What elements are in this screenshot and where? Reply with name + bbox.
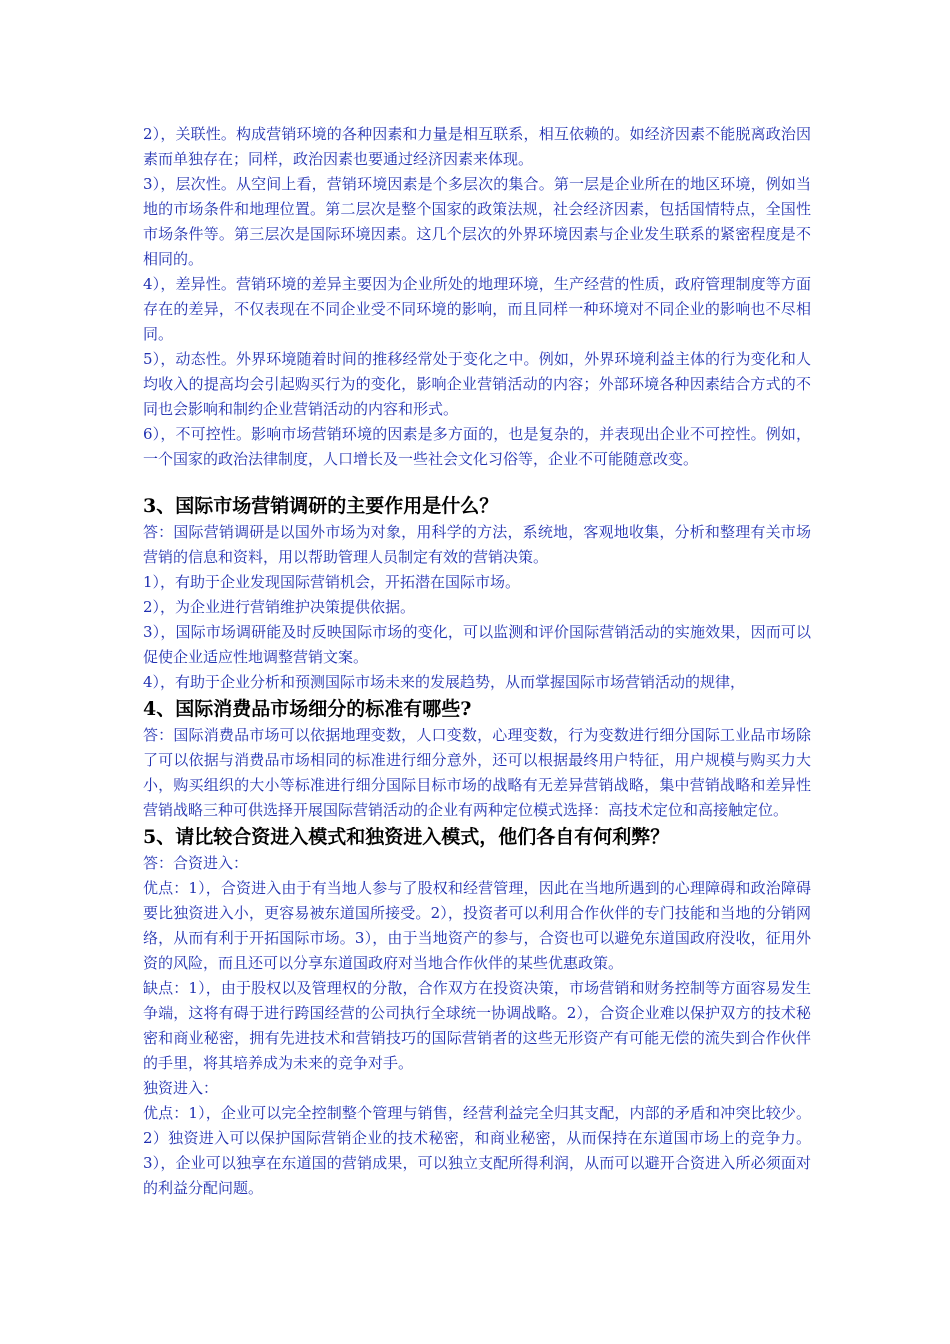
joint-venture-pros: 优点：1），合资进入由于有当地人参与了股权和经营管理，因此在当地所遇到的心理障碍和政治障碍要比独资进入小，更容易被东道国所接受。2），投资者可以利用合作伙伴的专门技能和当地的分销网络，从而有利于开拓国际市场。3），由于当地资产的参与，合资也可以避免东道国政府没收，征用外资的风险，而且还可以分享东道国政府对当地合作伙伴的某些优惠政策。 (143, 879, 811, 972)
section-gap (143, 472, 811, 492)
paragraph-relevance: 2），关联性。构成营销环境的各种因素和力量是相互联系，相互依赖的。如经济因素不能脱离政治因素而单独存在；同样，政治因素也要通过经济因素来体现。 (143, 125, 811, 168)
heading-question-5: 5、请比较合资进入模式和独资进入模式，他们各自有何利弊？ (143, 826, 670, 848)
point-3-4: 4），有助于企业分析和预测国际市场未来的发展趋势，从而掌握国际市场营销活动的规律， (143, 673, 746, 691)
paragraph-dynamic: 5），动态性。外界环境随着时间的推移经常处于变化之中。例如，外界环境利益主体的行为变化和人均收入的提高均会引起购买行为的变化，影响企业营销活动的内容；外部环境各种因素结合方式的不同也会影响和制约企业营销活动的内容和形式。 (143, 350, 811, 418)
answer-question-5: 答：合资进入： (143, 854, 249, 872)
wholly-owned-title: 独资进入： (143, 1079, 219, 1097)
point-3-2: 2），为企业进行营销维护决策提供依据。 (143, 598, 416, 616)
answer-question-4: 答：国际消费品市场可以依据地理变数，人口变数，心理变数，行为变数进行细分国际工业品市场除了可以依据与消费品市场相同的标准进行细分意外，还可以根据最终用户特征，用户规模与购买力大小，购买组织的大小等标准进行细分国际目标市场的战略有无差异营销战略，集中营销战略和差异性营销战略三种可供选择开展国际营销活动的企业有两种定位模式选择：高技术定位和高接触定位。 (143, 726, 811, 819)
document-page (143, 122, 811, 1201)
paragraph-difference: 4），差异性。营销环境的差异主要因为企业所处的地理环境，生产经营的性质，政府管理制度等方面存在的差异，不仅表现在不同企业受不同环境的影响，而且同样一种环境对不同企业的影响也不尽相同。 (143, 275, 811, 343)
paragraph-uncontrollable: 6），不可控性。影响市场营销环境的因素是多方面的，也是复杂的，并表现出企业不可控性。例如，一个国家的政治法律制度，人口增长及一些社会文化习俗等，企业不可能随意改变。 (143, 425, 811, 468)
joint-venture-cons: 缺点：1），由于股权以及管理权的分散，合作双方在投资决策，市场营销和财务控制等方面容易发生争端，这将有碍于进行跨国经营的公司执行全球统一协调战略。2），合资企业难以保护双方的技术秘密和商业秘密，拥有先进技术和营销技巧的国际营销者的这些无形资产有可能无偿的流失到合作伙伴的手里，将其培养成为未来的竞争对手。 (143, 979, 811, 1072)
heading-question-4: 4、国际消费品市场细分的标准有哪些? (143, 698, 472, 720)
heading-question-3: 3、国际市场营销调研的主要作用是什么？ (143, 495, 499, 517)
point-3-3: 3），国际市场调研能及时反映国际市场的变化，可以监测和评价国际营销活动的实施效果，因而可以促使企业适应性地调整营销文案。 (143, 623, 811, 666)
answer-question-3: 答：国际营销调研是以国外市场为对象，用科学的方法，系统地，客观地收集，分析和整理有关市场营销的信息和资料，用以帮助管理人员制定有效的营销决策。 (143, 523, 811, 566)
paragraph-hierarchy: 3），层次性。从空间上看，营销环境因素是个多层次的集合。第一层是企业所在的地区环境，例如当地的市场条件和地理位置。第二层次是整个国家的政策法规，社会经济因素，包括国情特点，全国性市场条件等。第三层次是国际环境因素。这几个层次的外界环境因素与企业发生联系的紧密程度是不相同的。 (143, 175, 811, 268)
wholly-owned-pros: 优点：1），企业可以完全控制整个管理与销售，经营利益完全归其支配，内部的矛盾和冲突比较少。2）独资进入可以保护国际营销企业的技术秘密，和商业秘密，从而保持在东道国市场上的竞争力。3），企业可以独享在东道国的营销成果，可以独立支配所得利润，从而可以避开合资进入所必须面对的利益分配问题。 (143, 1104, 811, 1197)
point-3-1: 1），有助于企业发现国际营销机会，开拓潜在国际市场。 (143, 573, 521, 591)
